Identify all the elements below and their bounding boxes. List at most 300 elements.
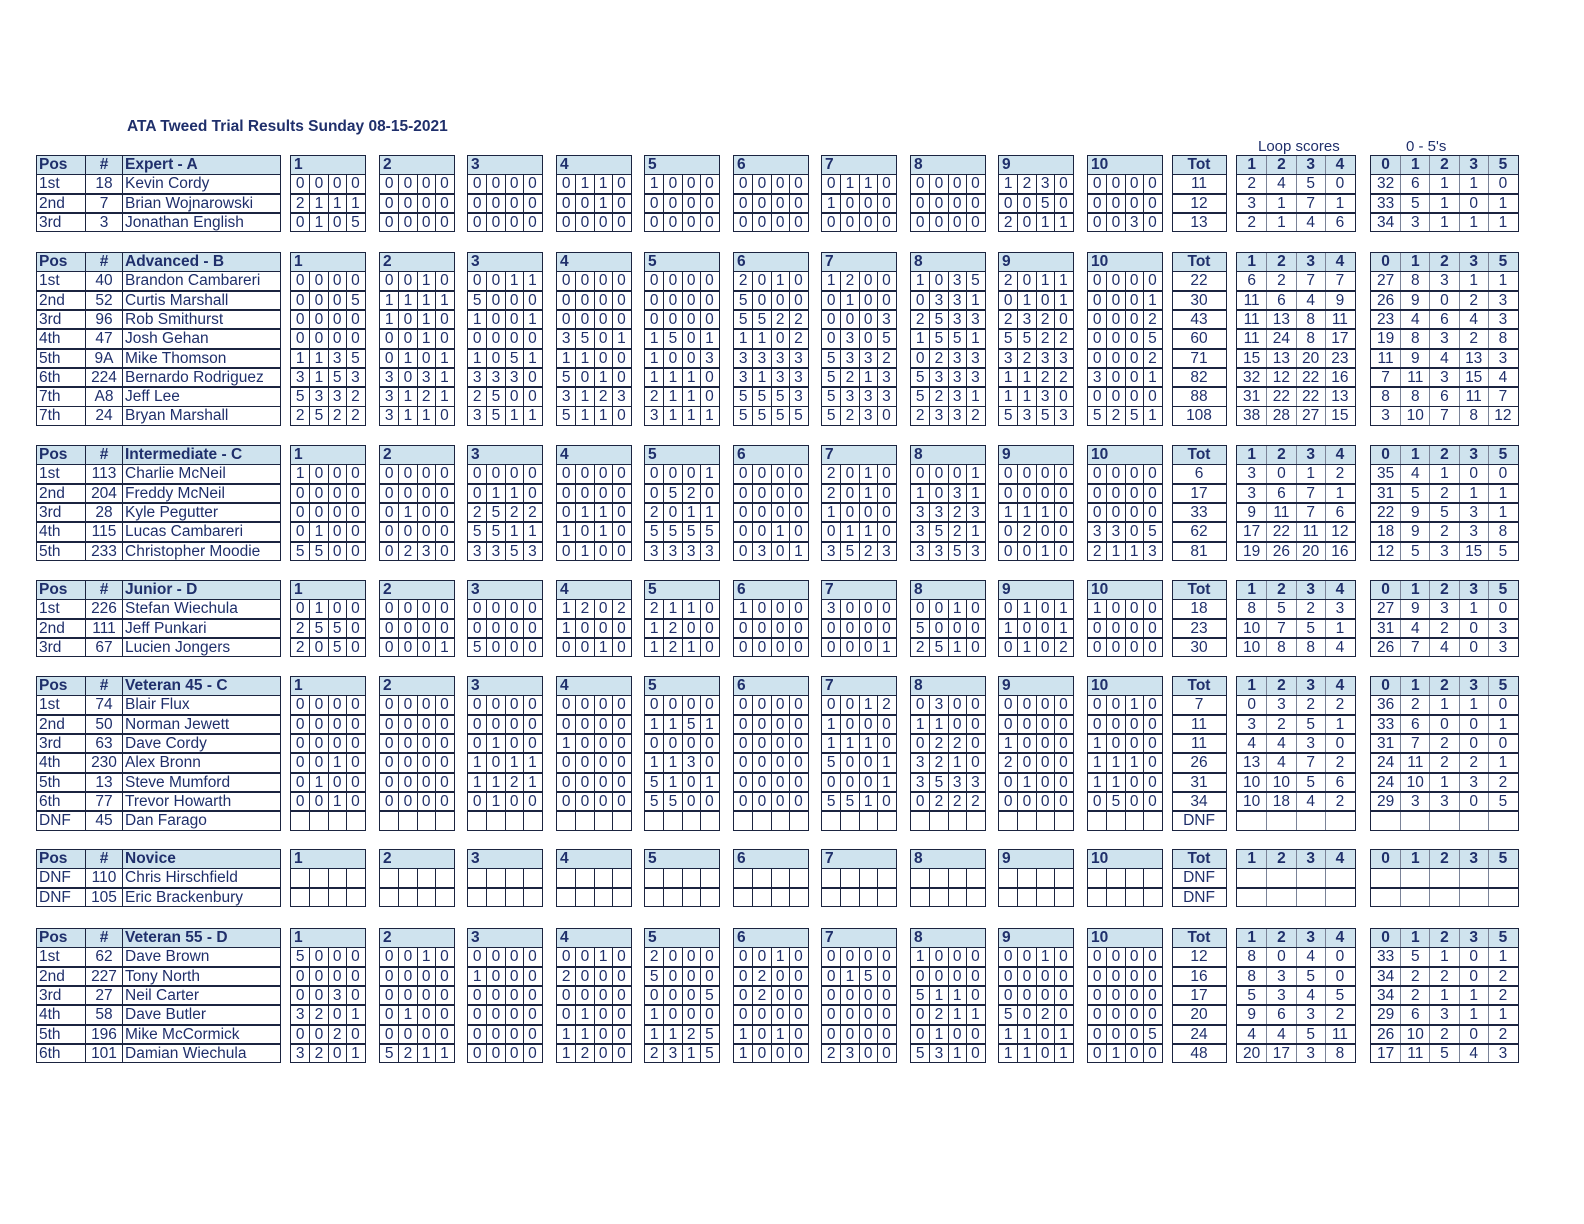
score-digit: 0: [1125, 175, 1143, 193]
score-digit: 0: [486, 987, 504, 1005]
score-digit: 1: [649, 1006, 659, 1024]
loop-col-header: 3: [1296, 850, 1325, 868]
score-digit: 1: [682, 504, 700, 522]
score-digit: 2: [575, 1045, 593, 1063]
score-digit: 1: [384, 291, 394, 309]
score-digit: [398, 869, 416, 887]
loop-score: 22: [1266, 388, 1295, 406]
score-digit: 2: [1092, 542, 1102, 560]
score-box: [821, 542, 897, 562]
tot-box: [1172, 773, 1227, 793]
score-digit: 0: [505, 175, 523, 193]
tot-box: [1172, 522, 1227, 542]
score-digit: [1017, 869, 1035, 887]
score-digit: 0: [417, 793, 435, 811]
rider-name: Damian Wiechula: [122, 1045, 279, 1063]
loop-score-box: [1236, 387, 1356, 407]
rider-number: 111: [85, 620, 122, 638]
score-digit: 0: [649, 213, 659, 231]
score-digit: 0: [1125, 485, 1143, 503]
score-digit: 0: [840, 1026, 858, 1044]
score-box: [1087, 387, 1163, 407]
rider-number: 50: [85, 716, 122, 734]
loop-score: 4: [1247, 734, 1256, 752]
score-digit: 0: [1143, 465, 1161, 483]
score-digit: 0: [700, 214, 718, 232]
score-digit: [840, 812, 858, 830]
score-digit: 0: [472, 213, 482, 231]
loop-col-header: 1: [1247, 446, 1256, 463]
score-digit: 2: [859, 543, 877, 561]
score-digit: 0: [505, 1006, 523, 1024]
score-digit: 0: [398, 620, 416, 638]
loop-score: 3: [1247, 484, 1256, 502]
loop-score: 0: [1325, 735, 1354, 753]
tot-box: [1172, 619, 1227, 639]
score-digit: 0: [738, 465, 748, 483]
score-digit: 2: [771, 311, 789, 329]
score-box: [1087, 967, 1163, 987]
score-digit: 0: [1036, 793, 1054, 811]
score-digit: 1: [523, 407, 541, 425]
score-digit: 2: [1003, 213, 1013, 231]
score-box: [821, 947, 897, 967]
score-box: [644, 792, 720, 812]
score-digit: 0: [417, 195, 435, 213]
score-digit: 1: [1125, 754, 1143, 772]
tot-box: [1172, 947, 1227, 967]
score-digit: 0: [840, 1006, 858, 1024]
fives-count: 0: [1429, 716, 1458, 734]
rider-name: Stefan Wiechula: [122, 600, 279, 618]
score-box: [644, 599, 720, 619]
score-digit: 0: [877, 504, 895, 522]
loop-score-box: [1236, 464, 1356, 484]
score-digit: 1: [486, 793, 504, 811]
fives-count: [1429, 869, 1458, 887]
score-digit: 0: [612, 620, 630, 638]
score-digit: 3: [752, 543, 770, 561]
score-digit: 0: [752, 465, 770, 483]
loop-score-box: [1236, 811, 1356, 831]
score-digit: 3: [1054, 350, 1072, 368]
score-digit: 0: [859, 716, 877, 734]
score-digit: 5: [1017, 330, 1035, 348]
score-digit: 0: [966, 735, 984, 753]
rider-number: 28: [85, 504, 122, 522]
score-digit: 0: [966, 987, 984, 1005]
tot-header-box: [1172, 928, 1227, 948]
score-digit: 5: [1106, 793, 1124, 811]
section-header-box: [1087, 580, 1163, 600]
score-digit: 1: [1036, 214, 1054, 232]
score-digit: 0: [1143, 485, 1161, 503]
score-digit: 0: [1092, 349, 1102, 367]
score-box: [1087, 542, 1163, 562]
score-digit: 0: [346, 175, 364, 193]
fives-col-header: 5: [1488, 581, 1517, 599]
score-box: [821, 868, 897, 888]
score-digit: 1: [771, 272, 789, 290]
score-digit: 0: [384, 986, 394, 1004]
score-digit: 3: [295, 1044, 305, 1062]
score-digit: 0: [346, 543, 364, 561]
score-digit: 3: [948, 388, 966, 406]
score-box: [910, 868, 986, 888]
section-header-box: [556, 849, 632, 869]
score-box: [379, 213, 455, 233]
score-digit: 0: [523, 465, 541, 483]
score-digit: [877, 869, 895, 887]
loop-score: 2: [1325, 696, 1354, 714]
score-digit: 0: [561, 484, 571, 502]
fives-count: 10: [1400, 1026, 1429, 1044]
score-digit: 2: [328, 1026, 346, 1044]
score-box: [910, 753, 986, 773]
tot-box: [1172, 811, 1227, 831]
fives-box: [1370, 349, 1519, 369]
score-box: [821, 792, 897, 812]
score-box: [644, 734, 720, 754]
score-digit: 0: [682, 350, 700, 368]
score-digit: [859, 812, 877, 830]
loop-score: 1: [1325, 716, 1354, 734]
score-digit: 0: [309, 504, 327, 522]
score-digit: 0: [738, 754, 748, 772]
score-digit: 0: [700, 369, 718, 387]
score-box: [290, 387, 366, 407]
score-digit: 0: [1106, 716, 1124, 734]
score-digit: 0: [840, 214, 858, 232]
tot-box: [1172, 368, 1227, 388]
score-digit: 0: [1003, 542, 1013, 560]
score-box: [733, 638, 809, 658]
section-number: 1: [294, 850, 303, 867]
fives-count: 3: [1429, 369, 1458, 387]
fives-count: 9: [1400, 350, 1429, 368]
score-digit: 1: [682, 407, 700, 425]
score-digit: 0: [771, 600, 789, 618]
score-digit: 0: [328, 948, 346, 966]
score-digit: 3: [663, 543, 681, 561]
score-digit: 3: [948, 407, 966, 425]
fives-count: 31: [1376, 619, 1395, 637]
section-header-box: [821, 252, 897, 272]
fives-count: 36: [1376, 696, 1395, 714]
score-digit: [1036, 889, 1054, 907]
fives-count: 0: [1488, 600, 1517, 618]
score-digit: 0: [752, 696, 770, 714]
score-digit: 0: [346, 948, 364, 966]
score-digit: 3: [505, 369, 523, 387]
score-digit: 0: [859, 600, 877, 618]
score-digit: 0: [472, 484, 482, 502]
score-digit: [505, 812, 523, 830]
section-header-box: [379, 580, 455, 600]
section-header-box: [467, 252, 543, 272]
score-digit: [682, 889, 700, 907]
score-digit: 0: [1054, 311, 1072, 329]
score-digit: 0: [346, 330, 364, 348]
score-digit: 0: [612, 1045, 630, 1063]
fives-box: [1370, 773, 1519, 793]
score-box: [467, 967, 543, 987]
score-digit: [486, 812, 504, 830]
score-digit: 1: [663, 716, 681, 734]
section-number: 8: [914, 850, 923, 867]
rider-total: 11: [1190, 734, 1208, 752]
loop-score: 10: [1243, 792, 1261, 810]
score-digit: 1: [561, 1025, 571, 1043]
tot-header: Tot: [1187, 929, 1211, 946]
rider-main-box: [36, 734, 281, 754]
score-box: [910, 174, 986, 194]
score-digit: 1: [752, 330, 770, 348]
score-digit: 0: [663, 465, 681, 483]
section-number: 10: [1091, 677, 1109, 694]
score-box: [290, 868, 366, 888]
fives-count: 33: [1376, 948, 1395, 966]
score-digit: 0: [295, 213, 305, 231]
score-digit: 1: [1017, 292, 1035, 310]
score-digit: 0: [612, 948, 630, 966]
score-digit: 0: [561, 696, 571, 714]
tot-box: [1172, 329, 1227, 349]
score-digit: 1: [1003, 368, 1013, 386]
score-digit: 5: [700, 523, 718, 541]
score-digit: 0: [435, 1026, 453, 1044]
score-digit: 1: [649, 330, 659, 348]
score-digit: 1: [575, 1006, 593, 1024]
score-digit: 0: [384, 175, 394, 193]
score-digit: [557, 869, 575, 887]
fives-count: 10: [1400, 774, 1429, 792]
score-digit: 0: [929, 214, 947, 232]
score-digit: 1: [575, 175, 593, 193]
score-box: [556, 888, 632, 908]
score-digit: [752, 812, 770, 830]
score-digit: 5: [929, 774, 947, 792]
rider-total: 108: [1186, 407, 1212, 425]
fives-count: 0: [1459, 1026, 1488, 1044]
score-digit: 0: [859, 774, 877, 792]
score-box: [910, 387, 986, 407]
score-digit: 0: [398, 793, 416, 811]
score-digit: 3: [771, 350, 789, 368]
fives-count: [1429, 812, 1458, 830]
section-header-box: [290, 445, 366, 465]
score-digit: 3: [612, 388, 630, 406]
fives-box: [1370, 1025, 1519, 1045]
score-digit: [1106, 812, 1124, 830]
rider-main-box: [36, 484, 281, 504]
score-digit: [1036, 812, 1054, 830]
loop-score: 2: [1296, 600, 1325, 618]
score-digit: 0: [1054, 485, 1072, 503]
rider-name: Jeff Lee: [122, 388, 279, 406]
score-digit: 0: [948, 716, 966, 734]
score-box: [821, 503, 897, 523]
rider-name: Lucas Cambareri: [122, 523, 279, 541]
loop-score: 6: [1266, 292, 1295, 310]
loop-score: [1237, 869, 1266, 887]
score-digit: 1: [1003, 734, 1013, 752]
score-box: [733, 368, 809, 388]
rider-pos: 3rd: [39, 310, 62, 328]
rider-name: Mike Thomson: [122, 350, 279, 368]
rider-main-box: [36, 638, 281, 658]
rider-main-box: [36, 291, 281, 311]
score-digit: 3: [840, 388, 858, 406]
score-digit: 0: [435, 214, 453, 232]
score-digit: 0: [435, 311, 453, 329]
score-digit: 0: [1092, 967, 1102, 985]
score-box: [998, 792, 1074, 812]
fives-box: [1370, 715, 1519, 735]
score-box: [467, 734, 543, 754]
score-digit: 0: [1125, 330, 1143, 348]
loop-score-box: [1236, 947, 1356, 967]
score-digit: 0: [682, 465, 700, 483]
score-box: [998, 986, 1074, 1006]
section-number: 10: [1091, 581, 1109, 598]
score-digit: 0: [663, 272, 681, 290]
loop-score: [1296, 869, 1325, 887]
section-header-box: [733, 155, 809, 175]
tot-box: [1172, 542, 1227, 562]
score-box: [1087, 811, 1163, 831]
section-number: 6: [737, 677, 746, 694]
score-digit: 0: [877, 485, 895, 503]
score-digit: 0: [1143, 388, 1161, 406]
rider-main-box: [36, 194, 281, 214]
score-digit: 1: [1003, 619, 1013, 637]
score-digit: 2: [752, 987, 770, 1005]
num-header: #: [85, 156, 122, 174]
score-digit: 0: [663, 1006, 681, 1024]
score-digit: 3: [948, 774, 966, 792]
num-header: #: [85, 446, 122, 464]
score-digit: 1: [1106, 754, 1124, 772]
loop-score: 3: [1266, 696, 1295, 714]
score-box: [467, 811, 543, 831]
score-digit: 0: [561, 291, 571, 309]
score-digit: [468, 889, 486, 907]
loop-score-box: [1236, 522, 1356, 542]
score-digit: 0: [840, 716, 858, 734]
loop-score: 5: [1266, 600, 1295, 618]
score-box: [379, 811, 455, 831]
rider-pos: 2nd: [39, 194, 65, 212]
score-digit: 1: [663, 388, 681, 406]
class-name: Intermediate - C: [122, 446, 279, 464]
score-digit: 0: [1092, 715, 1102, 733]
fives-count: 4: [1459, 311, 1488, 329]
section-number: 4: [560, 581, 569, 598]
score-digit: 3: [384, 368, 394, 386]
loop-score: 17: [1266, 1045, 1295, 1063]
score-digit: [966, 889, 984, 907]
loop-score-box: [1236, 406, 1356, 426]
score-box: [379, 387, 455, 407]
score-digit: 2: [295, 194, 305, 212]
rider-main-box: [36, 753, 281, 773]
rider-main-box: [36, 986, 281, 1006]
score-digit: 0: [612, 774, 630, 792]
score-digit: 0: [1092, 330, 1102, 348]
loop-score: 11: [1243, 310, 1260, 328]
loop-header-box: [1236, 849, 1356, 869]
score-digit: 0: [346, 639, 364, 657]
score-box: [733, 773, 809, 793]
score-digit: 0: [346, 272, 364, 290]
score-digit: 0: [309, 311, 327, 329]
score-digit: 0: [1036, 774, 1054, 792]
score-box: [910, 1005, 986, 1025]
score-digit: 0: [700, 388, 718, 406]
score-box: [467, 464, 543, 484]
score-digit: 1: [1003, 388, 1013, 406]
score-digit: 1: [1054, 1045, 1072, 1063]
score-digit: 0: [789, 639, 807, 657]
rider-total: 7: [1194, 696, 1204, 714]
fives-count: 32: [1376, 175, 1395, 193]
loop-score: 3: [1266, 987, 1295, 1005]
score-box: [379, 868, 455, 888]
score-digit: 0: [505, 600, 523, 618]
fives-count: 1: [1429, 948, 1458, 966]
score-digit: 5: [309, 543, 327, 561]
score-digit: 0: [309, 175, 327, 193]
score-digit: 0: [663, 292, 681, 310]
score-box: [644, 753, 720, 773]
score-digit: 5: [561, 407, 571, 425]
score-digit: 0: [1036, 716, 1054, 734]
score-digit: 0: [472, 600, 482, 618]
score-digit: 0: [1003, 600, 1013, 618]
score-digit: [417, 812, 435, 830]
fives-count: 5: [1400, 195, 1429, 213]
score-digit: 0: [594, 754, 612, 772]
score-digit: 1: [1106, 774, 1124, 792]
score-digit: 0: [771, 504, 789, 522]
score-digit: 0: [789, 292, 807, 310]
loop-score: 7: [1266, 620, 1295, 638]
score-digit: 5: [1143, 523, 1161, 541]
section-number: 9: [1002, 581, 1011, 598]
score-digit: 0: [575, 716, 593, 734]
rider-number: 18: [85, 175, 122, 193]
score-digit: 1: [966, 388, 984, 406]
loop-score: 6: [1325, 774, 1354, 792]
score-digit: 0: [826, 696, 836, 714]
score-digit: 0: [1017, 754, 1035, 772]
score-digit: 3: [472, 542, 482, 560]
score-digit: 0: [1036, 523, 1054, 541]
section-number: 2: [383, 929, 392, 946]
score-digit: 0: [1036, 465, 1054, 483]
rider-main-box: [36, 542, 281, 562]
score-box: [379, 368, 455, 388]
score-box: [290, 484, 366, 504]
score-digit: 0: [682, 696, 700, 714]
score-digit: 2: [505, 774, 523, 792]
score-digit: 0: [948, 214, 966, 232]
fives-count: 26: [1376, 1025, 1395, 1043]
score-digit: [1088, 869, 1106, 887]
score-digit: 0: [523, 369, 541, 387]
score-digit: 0: [1092, 792, 1102, 810]
